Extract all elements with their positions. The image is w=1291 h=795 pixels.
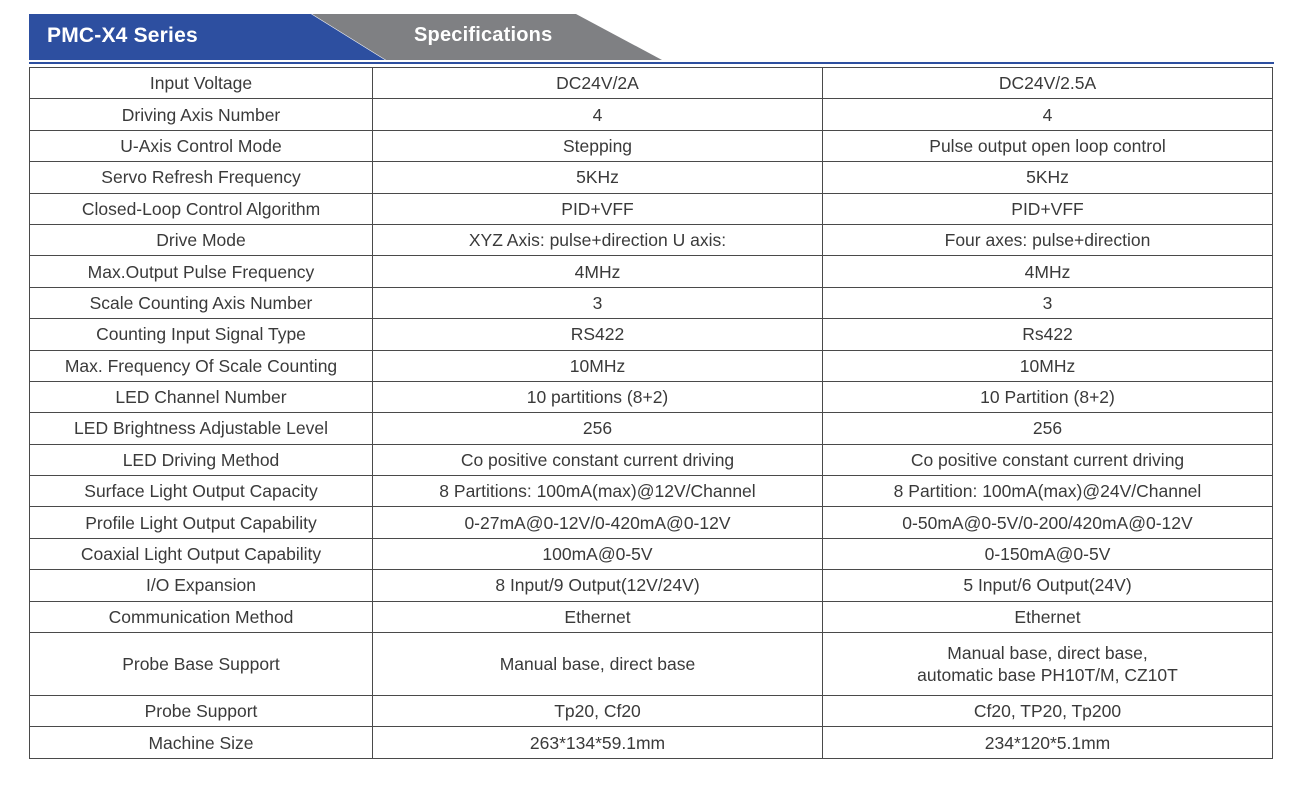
spec-value-model-1: 3 <box>373 287 823 318</box>
spec-value-model-2: 5KHz <box>823 162 1273 193</box>
table-row <box>30 130 1273 161</box>
spec-value-model-1: Manual base, direct base <box>373 633 823 696</box>
spec-label: Probe Base Support <box>30 633 373 696</box>
spec-label: Profile Light Output Capability <box>30 507 373 538</box>
table-row <box>30 193 1273 224</box>
spec-value-model-1: 8 Input/9 Output(12V/24V) <box>373 570 823 601</box>
spec-value-model-1: Stepping <box>373 130 823 161</box>
spec-value-model-2: 4 <box>823 99 1273 130</box>
spec-label: Input Voltage <box>30 68 373 99</box>
spec-value-model-1: PID+VFF <box>373 193 823 224</box>
spec-value-model-2: 5 Input/6 Output(24V) <box>823 570 1273 601</box>
spec-label: LED Brightness Adjustable Level <box>30 413 373 444</box>
spec-label: Scale Counting Axis Number <box>30 287 373 318</box>
spec-value-model-1: 4 <box>373 99 823 130</box>
spec-value-model-2 <box>823 633 1273 696</box>
spec-value-model-2: Ethernet <box>823 601 1273 632</box>
spec-value-model-1: 5KHz <box>373 162 823 193</box>
header-divider <box>29 62 1274 64</box>
spec-label: Communication Method <box>30 601 373 632</box>
spec-value-model-2: 10 Partition (8+2) <box>823 381 1273 412</box>
spec-label: Drive Mode <box>30 224 373 255</box>
series-title: PMC-X4 Series <box>47 24 198 47</box>
spec-label: LED Driving Method <box>30 444 373 475</box>
spec-label: Closed-Loop Control Algorithm <box>30 193 373 224</box>
table-row <box>30 538 1273 569</box>
spec-label: LED Channel Number <box>30 381 373 412</box>
spec-value-model-2: 0-150mA@0-5V <box>823 538 1273 569</box>
table-row <box>30 727 1273 758</box>
spec-value-model-1: 0-27mA@0-12V/0-420mA@0-12V <box>373 507 823 538</box>
spec-value-model-2: 234*120*5.1mm <box>823 727 1273 758</box>
table-row <box>30 287 1273 318</box>
table-row <box>30 507 1273 538</box>
table-row <box>30 413 1273 444</box>
spec-label: Machine Size <box>30 727 373 758</box>
spec-label: Probe Support <box>30 696 373 727</box>
spec-value-model-2: 10MHz <box>823 350 1273 381</box>
specifications-table <box>29 67 1273 759</box>
table-row <box>30 381 1273 412</box>
spec-value-model-1: Co positive constant current driving <box>373 444 823 475</box>
spec-value-model-1: XYZ Axis: pulse+direction U axis: <box>373 224 823 255</box>
spec-value-model-2: DC24V/2.5A <box>823 68 1273 99</box>
spec-value-model-2: Co positive constant current driving <box>823 444 1273 475</box>
spec-value-model-1: 4MHz <box>373 256 823 287</box>
spec-value-model-1: DC24V/2A <box>373 68 823 99</box>
spec-value-model-2: Pulse output open loop control <box>823 130 1273 161</box>
spec-value-model-2: 8 Partition: 100mA(max)@24V/Channel <box>823 476 1273 507</box>
table-row <box>30 319 1273 350</box>
table-row <box>30 350 1273 381</box>
spec-label: Coaxial Light Output Capability <box>30 538 373 569</box>
spec-label: Max. Frequency Of Scale Counting <box>30 350 373 381</box>
section-header <box>29 14 1274 64</box>
table-row <box>30 601 1273 632</box>
spec-value-model-2: 3 <box>823 287 1273 318</box>
specifications-title: Specifications <box>414 24 553 46</box>
table-row <box>30 68 1273 99</box>
table-row <box>30 444 1273 475</box>
table-row <box>30 99 1273 130</box>
spec-value-model-1: RS422 <box>373 319 823 350</box>
spec-value-model-2: Cf20, TP20, Tp200 <box>823 696 1273 727</box>
spec-label: I/O Expansion <box>30 570 373 601</box>
spec-value-model-1: Tp20, Cf20 <box>373 696 823 727</box>
spec-value-model-1: 256 <box>373 413 823 444</box>
spec-value-model-1: 10 partitions (8+2) <box>373 381 823 412</box>
table-row <box>30 224 1273 255</box>
spec-value-model-2: 4MHz <box>823 256 1273 287</box>
spec-value-model-2: 0-50mA@0-5V/0-200/420mA@0-12V <box>823 507 1273 538</box>
spec-label: Surface Light Output Capacity <box>30 476 373 507</box>
table-row <box>30 633 1273 696</box>
spec-value-model-1: 8 Partitions: 100mA(max)@12V/Channel <box>373 476 823 507</box>
table-row <box>30 162 1273 193</box>
spec-label: Counting Input Signal Type <box>30 319 373 350</box>
spec-label: Servo Refresh Frequency <box>30 162 373 193</box>
spec-label: Max.Output Pulse Frequency <box>30 256 373 287</box>
spec-label: U-Axis Control Mode <box>30 130 373 161</box>
spec-value-model-1: 10MHz <box>373 350 823 381</box>
spec-value-model-1: Ethernet <box>373 601 823 632</box>
spec-value-model-2: PID+VFF <box>823 193 1273 224</box>
table-row <box>30 570 1273 601</box>
spec-value-model-1: 100mA@0-5V <box>373 538 823 569</box>
spec-value-model-1: 263*134*59.1mm <box>373 727 823 758</box>
spec-value-line: Manual base, direct base, <box>947 643 1148 664</box>
table-row <box>30 256 1273 287</box>
spec-value-line: automatic base PH10T/M, CZ10T <box>917 665 1178 686</box>
table-row <box>30 476 1273 507</box>
spec-value-model-2: Rs422 <box>823 319 1273 350</box>
spec-value-model-2: 256 <box>823 413 1273 444</box>
spec-value-model-2: Four axes: pulse+direction <box>823 224 1273 255</box>
table-row <box>30 696 1273 727</box>
spec-label: Driving Axis Number <box>30 99 373 130</box>
